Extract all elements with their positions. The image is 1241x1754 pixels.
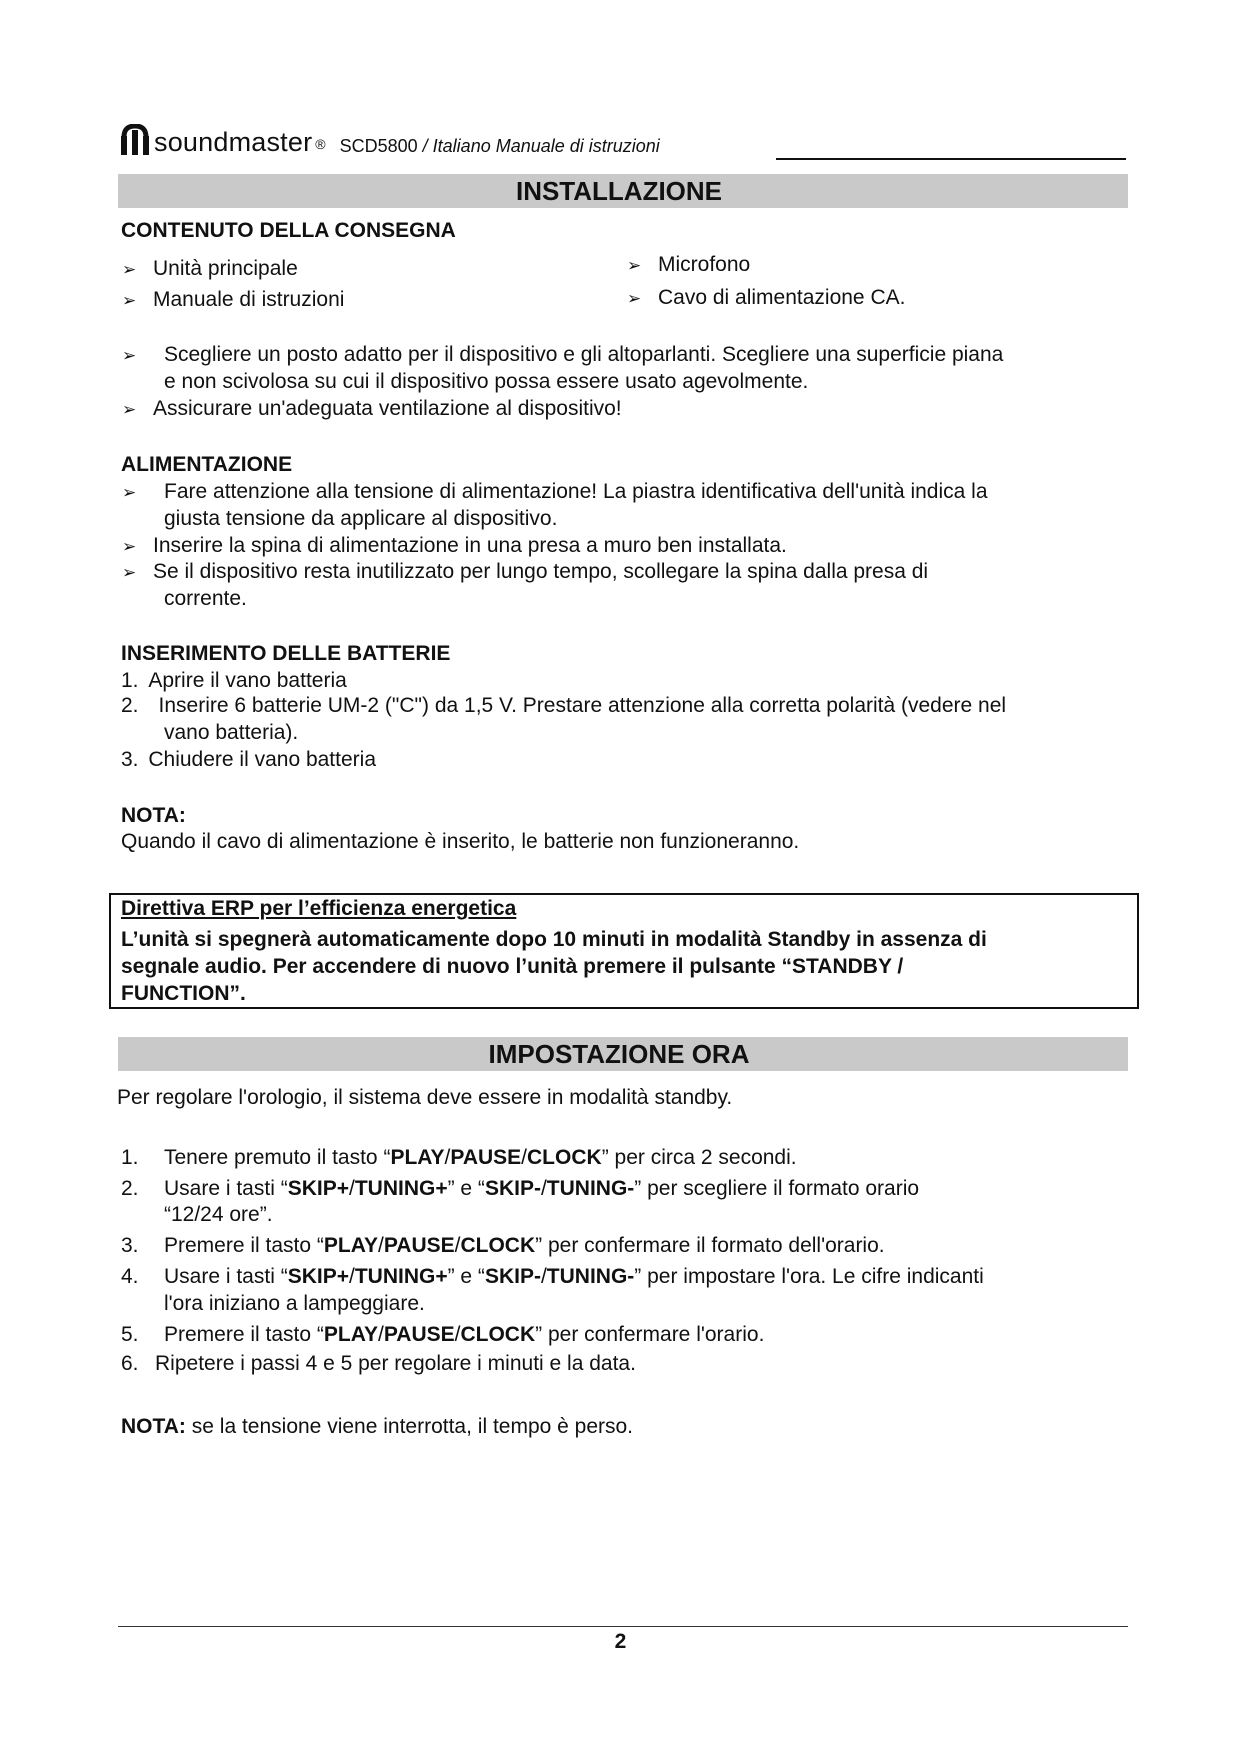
step-6: 6. Ripetere i passi 4 e 5 per regolare i minuti e la data. [121,1352,636,1375]
footer-rule [118,1626,1128,1627]
registered-mark: ® [315,136,326,152]
step-1: 1. Tenere premuto il tasto “PLAY/PAUSE/CLOCK” per circa 2 secondi. [121,1146,797,1169]
list-item: ➢ Assicurare un'adeguata ventilazione al dispositivo! [122,397,622,420]
heading-batterie: INSERIMENTO DELLE BATTERIE [121,642,451,665]
list-item: ➢ Microfono [627,253,751,276]
section-title-installazione: INSTALLAZIONE [515,176,723,206]
numbered-item-continuation: vano batteria). [164,721,299,744]
list-item: ➢ Scegliere un posto adatto per il dispositivo e gli altoparlanti. Scegliere una superficie piana [122,343,1004,366]
brand-name: soundmaster [154,127,313,157]
list-item: ➢ Cavo di alimentazione CA. [627,286,906,309]
erp-line: L’unità si spegnerà automaticamente dopo 10 minuti in modalità Standby in assenza di [121,928,987,951]
heading-contenuto: CONTENUTO DELLA CONSEGNA [121,219,456,242]
ora-nota: NOTA: se la tensione viene interrotta, il tempo è perso. [121,1415,634,1438]
erp-line: FUNCTION”. [121,982,246,1005]
header-rule [776,158,1126,160]
list-item: ➢ Manuale di istruzioni [122,288,345,311]
section-bar-impostazione-ora [118,1037,1128,1071]
list-item-continuation: e non scivolosa su cui il dispositivo possa essere usato agevolmente. [164,370,809,393]
step-2: 2. Usare i tasti “SKIP+/TUNING+” e “SKIP-/TUNING-” per scegliere il formato orario [121,1177,920,1200]
model-number: SCD5800 [339,136,418,156]
nota-heading: NOTA: [121,804,186,827]
erp-title: Direttiva ERP per l’efficienza energetica [121,897,517,920]
step-3: 3. Premere il tasto “PLAY/PAUSE/CLOCK” per confermare il formato dell'orario. [121,1234,885,1257]
section-title-impostazione-ora: IMPOSTAZIONE ORA [488,1039,750,1069]
heading-alimentazione: ALIMENTAZIONE [121,453,293,476]
header-logo [120,124,660,156]
section-bar-installazione [118,174,1128,208]
list-item-continuation: corrente. [164,587,247,610]
step-4-continuation: l'ora iniziano a lampeggiare. [164,1292,425,1315]
list-item: ➢ Fare attenzione alla tensione di alimentazione! La piastra identificativa dell'unità indica la [122,480,988,503]
list-item-continuation: giusta tensione da applicare al dispositivo. [164,507,558,530]
page-number: 2 [614,1630,627,1653]
manual-subtitle: / Italiano Manuale di istruzioni [422,136,660,156]
list-item: ➢ Inserire la spina di alimentazione in una presa a muro ben installata. [122,534,787,557]
nota-text: Quando il cavo di alimentazione è inserito, le batterie non funzioneranno. [121,830,800,853]
step-2-continuation: “12/24 ore”. [164,1203,273,1226]
model-subtitle [340,137,660,156]
erp-line: segnale audio. Per accendere di nuovo l’unità premere il pulsante “STANDBY / [121,955,904,978]
list-item: ➢ Se il dispositivo resta inutilizzato per lungo tempo, scollegare la spina dalla presa di [122,560,929,583]
numbered-item: 1. Aprire il vano batteria [121,669,347,692]
soundmaster-logo-icon [120,124,150,156]
list-item: ➢ Unità principale [122,257,298,280]
step-5: 5. Premere il tasto “PLAY/PAUSE/CLOCK” per confermare l'orario. [121,1323,765,1346]
numbered-item: 3. Chiudere il vano batteria [121,748,376,771]
numbered-item: 2. Inserire 6 batterie UM-2 ("C") da 1,5 V. Prestare attenzione alla corretta polarità (vedere nel [121,694,1007,717]
step-4: 4. Usare i tasti “SKIP+/TUNING+” e “SKIP-/TUNING-” per impostare l'ora. Le cifre indicanti [121,1265,984,1288]
ora-intro: Per regolare l'orologio, il sistema deve essere in modalità standby. [117,1086,733,1109]
